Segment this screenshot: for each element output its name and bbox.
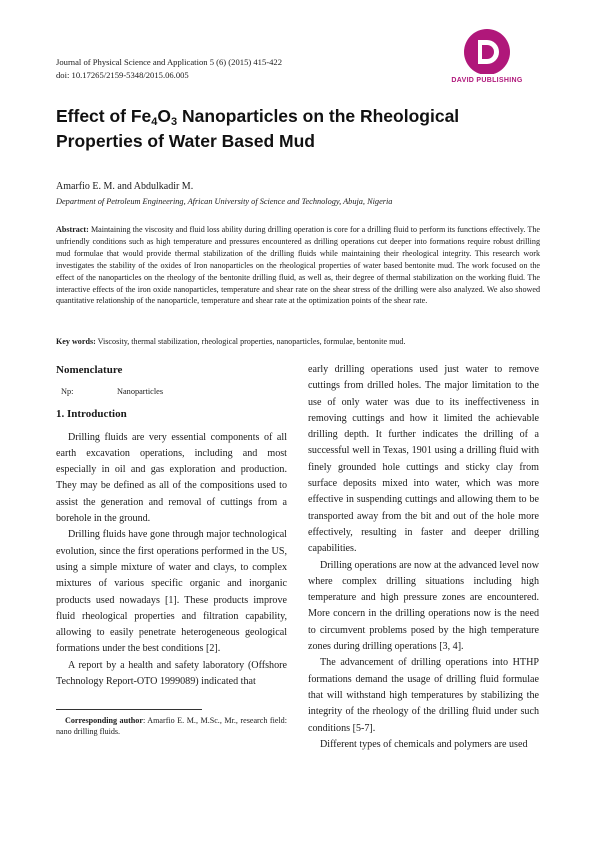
paragraph: early drilling operations used just water to remove cuttings from drilled holes. The major limitation to the use of only water was due to its ineffectiveness in removing cuttings and how it limited the achievable drilling depth. It further indicates the drilling of a successful well in Texas, 1901 using a drilling fluid with finely grounded hole cuttings and sticky clay from surface deposits mixed into water, which was more effective in suspending cuttings and allowing them to be transported away from the bit and out of the hole more effectively, resulting in faster and deeper drilling capabilities. [308,364,539,555]
paragraph: A report by a health and safety laboratory (Offshore Technology Report-OTO 1999089) indicated that [56,659,287,688]
keywords-label: Key words: [56,337,96,346]
nomenclature-entry [56,386,287,398]
abstract-text: Maintaining the viscosity and fluid loss ability during drilling operation is core for a drilling fluid to perform its functions effectively. The unfriendly conditions such as high temperature and pressures encountered as drilling operations cut deeper into formations require robust drilling mud formulae that would provide thermal stabilization of the drilling fluids while maintaining their rheological integrity. This research work investigates the stability of the oxides of Iron nanoparticles on the rheological properties of water based bentonite mud. The work focused on the effect of the nanoparticles on the rheology of the bentonite drilling fluid, as well as, their degree of thermal stabilization on the working fluid. The interactive effects of the iron oxide nanoparticles, temperature and shear rate on the shear stress of the drilling were also analyzed. We also showed quantitative relationship of the nanoparticle, temperature and shear rate at the optimization points of the shear rate. [56,225,540,306]
section-heading-introduction: 1. Introduction [56,408,127,421]
nomenclature-definition: Nanoparticles [117,387,164,397]
paragraph: The advancement of drilling operations into HTHP formations demand the usage of drilling fluid formulae that will withstand high temperatures by stabilizing the integrity of the rheology of the drilling fluid under such conditions [5-7]. [308,657,539,734]
paper-title: Effect of $Fe_4O_3$ Nanoparticles on the Rheological Properties of Water Based Mud [56,106,460,151]
authors: Amarfio E. M. and Abdulkadir M. [56,181,194,192]
left-column [56,362,287,690]
footnote-divider [56,709,202,710]
paragraph: Drilling fluids are very essential components of all earth excavation operations, including and most especially in oil and gas exploration and production. They may be defined as all of the compositions used to assist the generation and removal of cuttings from a borehole in the ground. [56,431,287,525]
nomenclature-heading: Nomenclature [56,364,123,376]
nomenclature-term: Np: [61,387,74,397]
keywords-text: Viscosity, thermal stabilization, rheological properties, nanoparticles, formulae, bentonite mud. [95,337,406,346]
footnote-label: Corresponding author [65,716,143,725]
footnote-text: : Amarfio E. M., M.Sc., Mr., research field: nano drilling fluids. [56,716,287,736]
paragraph: Different types of chemicals and polymers are used [320,738,528,750]
footnote [56,715,287,737]
abstract [56,224,540,307]
right-column [308,362,539,753]
keywords [56,337,540,346]
publisher-logo-text: DAVID PUBLISHING [451,77,523,84]
journal-citation: Journal of Physical Science and Application 5 (6) (2015) 415-422 [56,57,283,67]
affiliation: Department of Petroleum Engineering, African University of Science and Technology, Abuja, Nigeria [56,197,393,206]
paragraph: Drilling fluids have gone through major technological evolution, since the first operations performed in the US, using a simple mixture of water and clays, to complex mixtures of various specific organic and inorganic products used nowadays [1]. These products improve fluid rheological properties and filtration capability, allowing to easily penetrate heterogeneous geological formations under the best conditions [2]. [56,529,287,655]
journal-header [56,56,282,81]
abstract-label: Abstract: [56,225,89,234]
doi: doi: 10.17265/2159-5348/2015.06.005 [56,69,189,80]
paragraph: Drilling operations are now at the advanced level now where complex drilling situations including high temperature and high pressure zones are encountered. More concern in the drilling operations now is the need to circumvent problems posed by the high temperature zones during drilling operations [3, 4]. [308,559,539,653]
